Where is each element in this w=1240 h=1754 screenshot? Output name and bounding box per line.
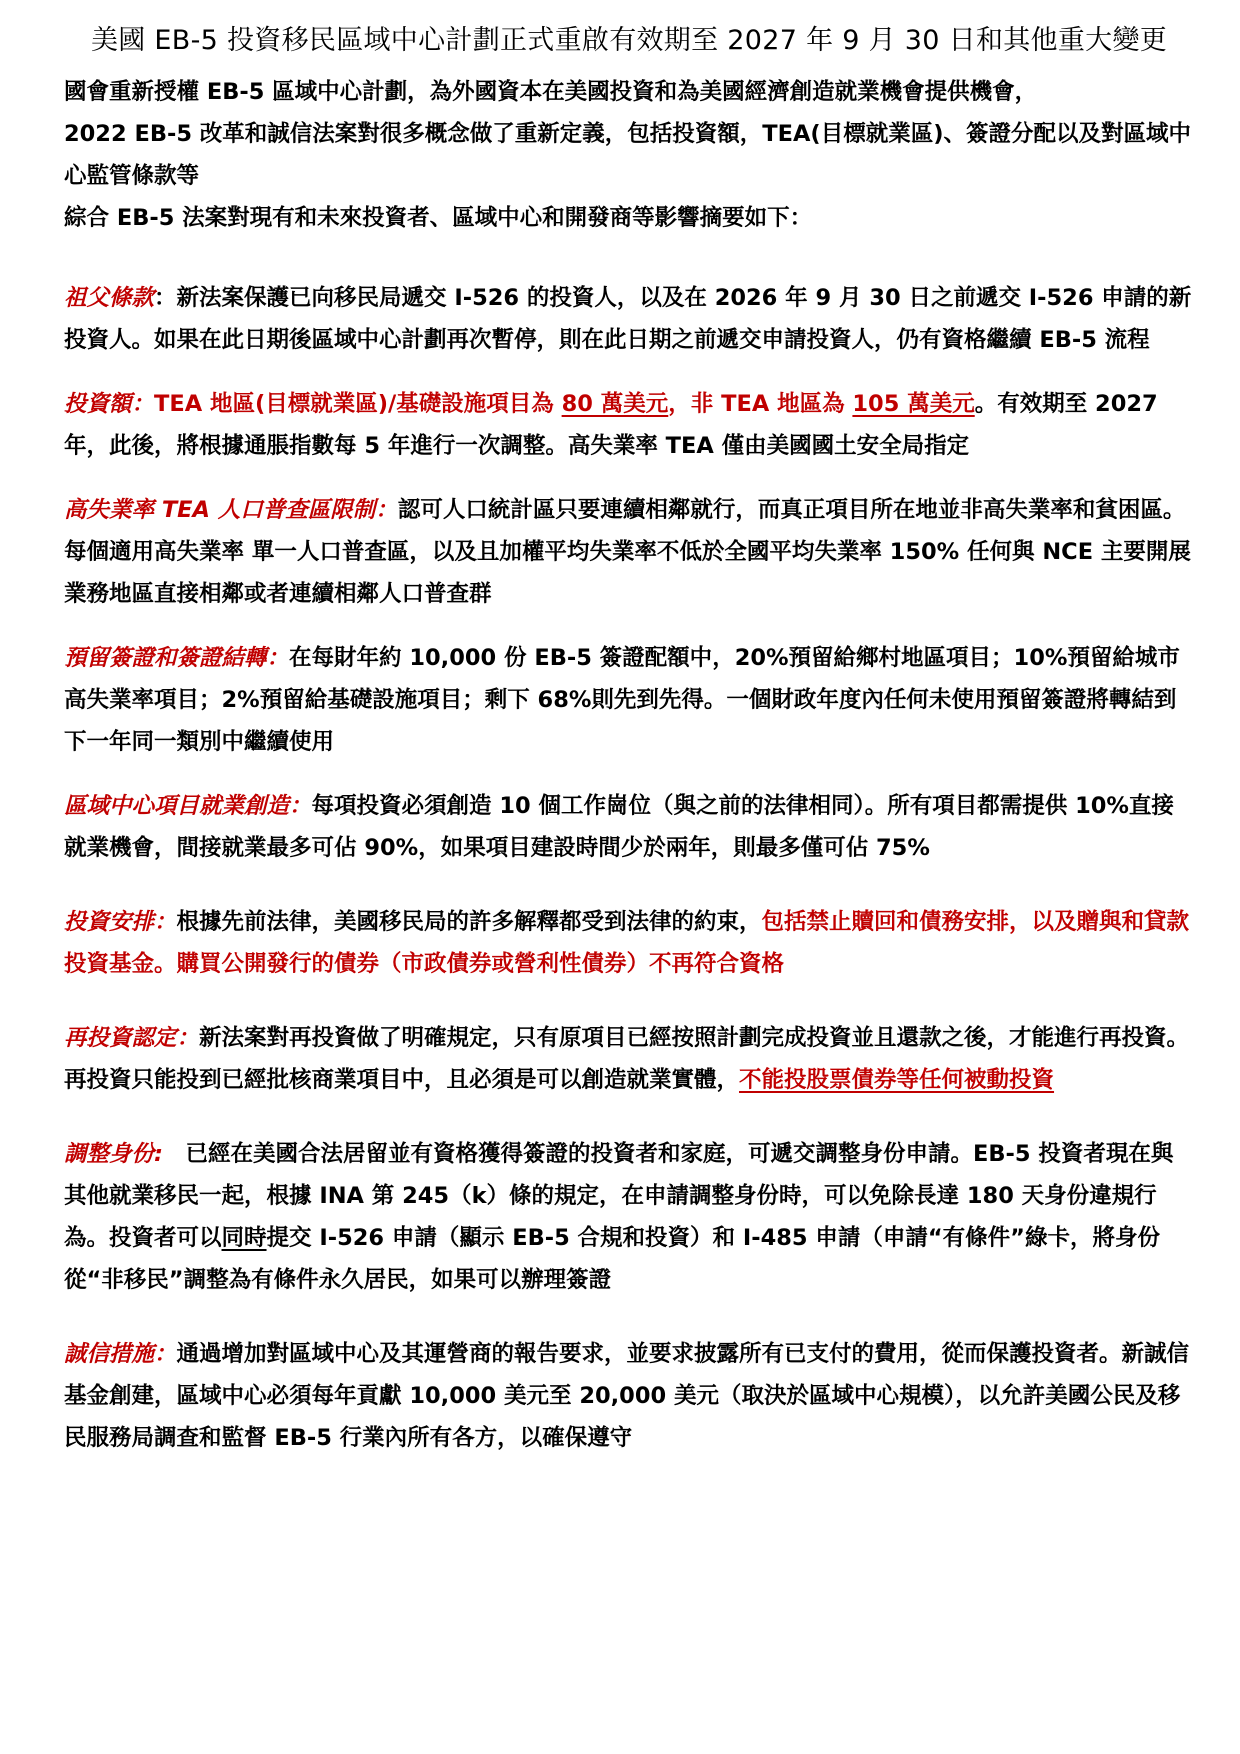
term-status-adjustment: 調整身份: — [64, 1141, 163, 1167]
section-text: 新法案保護已向移民局遞交 I-526 的投資人，以及在 2026 年 9 月 30 日之前遞交 I-526 申請的新投資人。如果在此日期後區域中心計劃再次暫停，則在此日期之前遞交申請投資人，仍有資格繼續 EB-5 流程 — [64, 285, 1192, 353]
document-page — [64, 18, 1194, 1459]
term-colon: ： — [154, 285, 177, 311]
page-title: 美國 EB-5 投資移民區域中心計劃正式重啟有效期至 2027 年 9 月 30 日和其他重大變更 — [90, 25, 1168, 56]
intro-paragraph-3: 綜合 EB-5 法案對現有和未來投資者、區域中心和開發商等影響摘要如下： — [64, 205, 813, 231]
intro — [64, 71, 1194, 239]
concurrent-filing-emphasis: 同時 — [221, 1225, 267, 1251]
section-job-creation — [64, 785, 1194, 869]
term-grandfather-clause: 祖父條款 — [64, 285, 155, 311]
term-visa-reserve: 預留簽證和簽證結轉： — [64, 645, 290, 671]
section-tea-census-limit — [64, 489, 1194, 615]
term-integrity-measures: 誠信措施： — [64, 1341, 177, 1367]
section-grandfather-clause — [64, 277, 1194, 361]
term-reinvestment: 再投資認定： — [64, 1025, 200, 1051]
term-job-creation: 區域中心項目就業創造： — [64, 793, 312, 819]
section-visa-reserve — [64, 637, 1194, 763]
section-text: 在每財年約 10,000 份 EB-5 簽證配額中，20%預留給鄉村地區項目；10%預留給城市高失業率項目；2%預留給基礎設施項目；剩下 68%則先到先得。一個財政年度內任何未使用預留簽證將轉結到下一年同一類別中繼續使用 — [64, 645, 1180, 755]
section-status-adjustment — [64, 1133, 1194, 1301]
term-investment-arrangement: 投資安排： — [64, 909, 177, 935]
section-text: 新法案對再投資做了明確規定，只有原項目已經按照計劃完成投資並且還款之後，才能進行再投資。再投資只能投到已經批核商業項目中，且必須是可以創造就業實體， — [64, 1025, 1190, 1093]
intro-paragraph-1: 國會重新授權 EB-5 區域中心計劃，為外國資本在美國投資和為美國經濟創造就業機會提供機會， — [64, 79, 1038, 105]
intro-paragraph-2: 2022 EB-5 改革和誠信法案對很多概念做了重新定義，包括投資額，TEA(目標就業區)、簽證分配以及對區域中心監管條款等 — [64, 121, 1192, 189]
prohibition-text: 包括禁止贖回和債務安排，以及贈與和貸款投資基金。購買公開發行的債券（市政債券或營利性債券）不再符合資格 — [64, 909, 1190, 977]
term-investment-amount: 投資額： — [64, 391, 155, 417]
section-text: 認可人口統計區只要連續相鄰就行，而真正項目所在地並非高失業率和貧困區。每個適用高失業率 單一人口普查區，以及且加權平均失業率不低於全國平均失業率 150% 任何與 NCE 主要開展業務地區直接相鄰或者連續相鄰人口普查群 — [64, 497, 1191, 607]
passive-investment-warning: 不能投股票債券等任何被動投資 — [739, 1067, 1055, 1093]
section-investment-amount — [64, 383, 1194, 467]
section-investment-arrangement — [64, 901, 1194, 985]
section-reinvestment — [64, 1017, 1194, 1101]
tea-amount: 80 萬美元 — [561, 391, 669, 417]
section-text: 。有效期至 2027 年，此後，將根據通脹指數每 5 年進行一次調整。高失業率 TEA 僅由美國國土安全局指定 — [64, 391, 1158, 459]
section-text: 根據先前法律，美國移民局的許多解釋都受到法律的約束， — [176, 909, 762, 935]
term-tea-census-limit: 高失業率 TEA 人口普查區限制： — [64, 497, 398, 523]
section-integrity-measures — [64, 1333, 1194, 1459]
section-text-2: 提交 I-526 申請（顯示 EB-5 合規和投資）和 I-485 申請（申請“有條件”綠卡，將身份從“非移民”調整為有條件永久居民，如果可以辦理簽證 — [64, 1225, 1160, 1293]
non-tea-amount-text: ，非 TEA 地區為 — [668, 391, 853, 417]
section-text: 每項投資必須創造 10 個工作崗位（與之前的法律相同）。所有項目都需提供 10%直接就業機會，間接就業最多可佔 90%，如果項目建設時間少於兩年，則最多僅可佔 75% — [64, 793, 1174, 861]
tea-amount-text: TEA 地區(目標就業區)/基礎設施項目為 — [154, 391, 562, 417]
section-text: 通過增加對區域中心及其運營商的報告要求，並要求披露所有已支付的費用，從而保護投資者。新誠信基金創建，區域中心必須每年貢獻 10,000 美元至 20,000 美元（取決於區域中心規模），以允許美國公民及移民服務局調查和監督 EB-5 行業內所有各方，以確保遵守 — [64, 1341, 1190, 1451]
section-text-1: 已經在美國合法居留並有資格獲得簽證的投資者和家庭，可遞交調整身份申請。EB-5 投資者現在與其他就業移民一起，根據 INA 第 245（k）條的規定，在申請調整身份時，可以免除長達 180 天身份違規行為。投資者可以 — [64, 1141, 1174, 1251]
non-tea-amount: 105 萬美元 — [852, 391, 975, 417]
